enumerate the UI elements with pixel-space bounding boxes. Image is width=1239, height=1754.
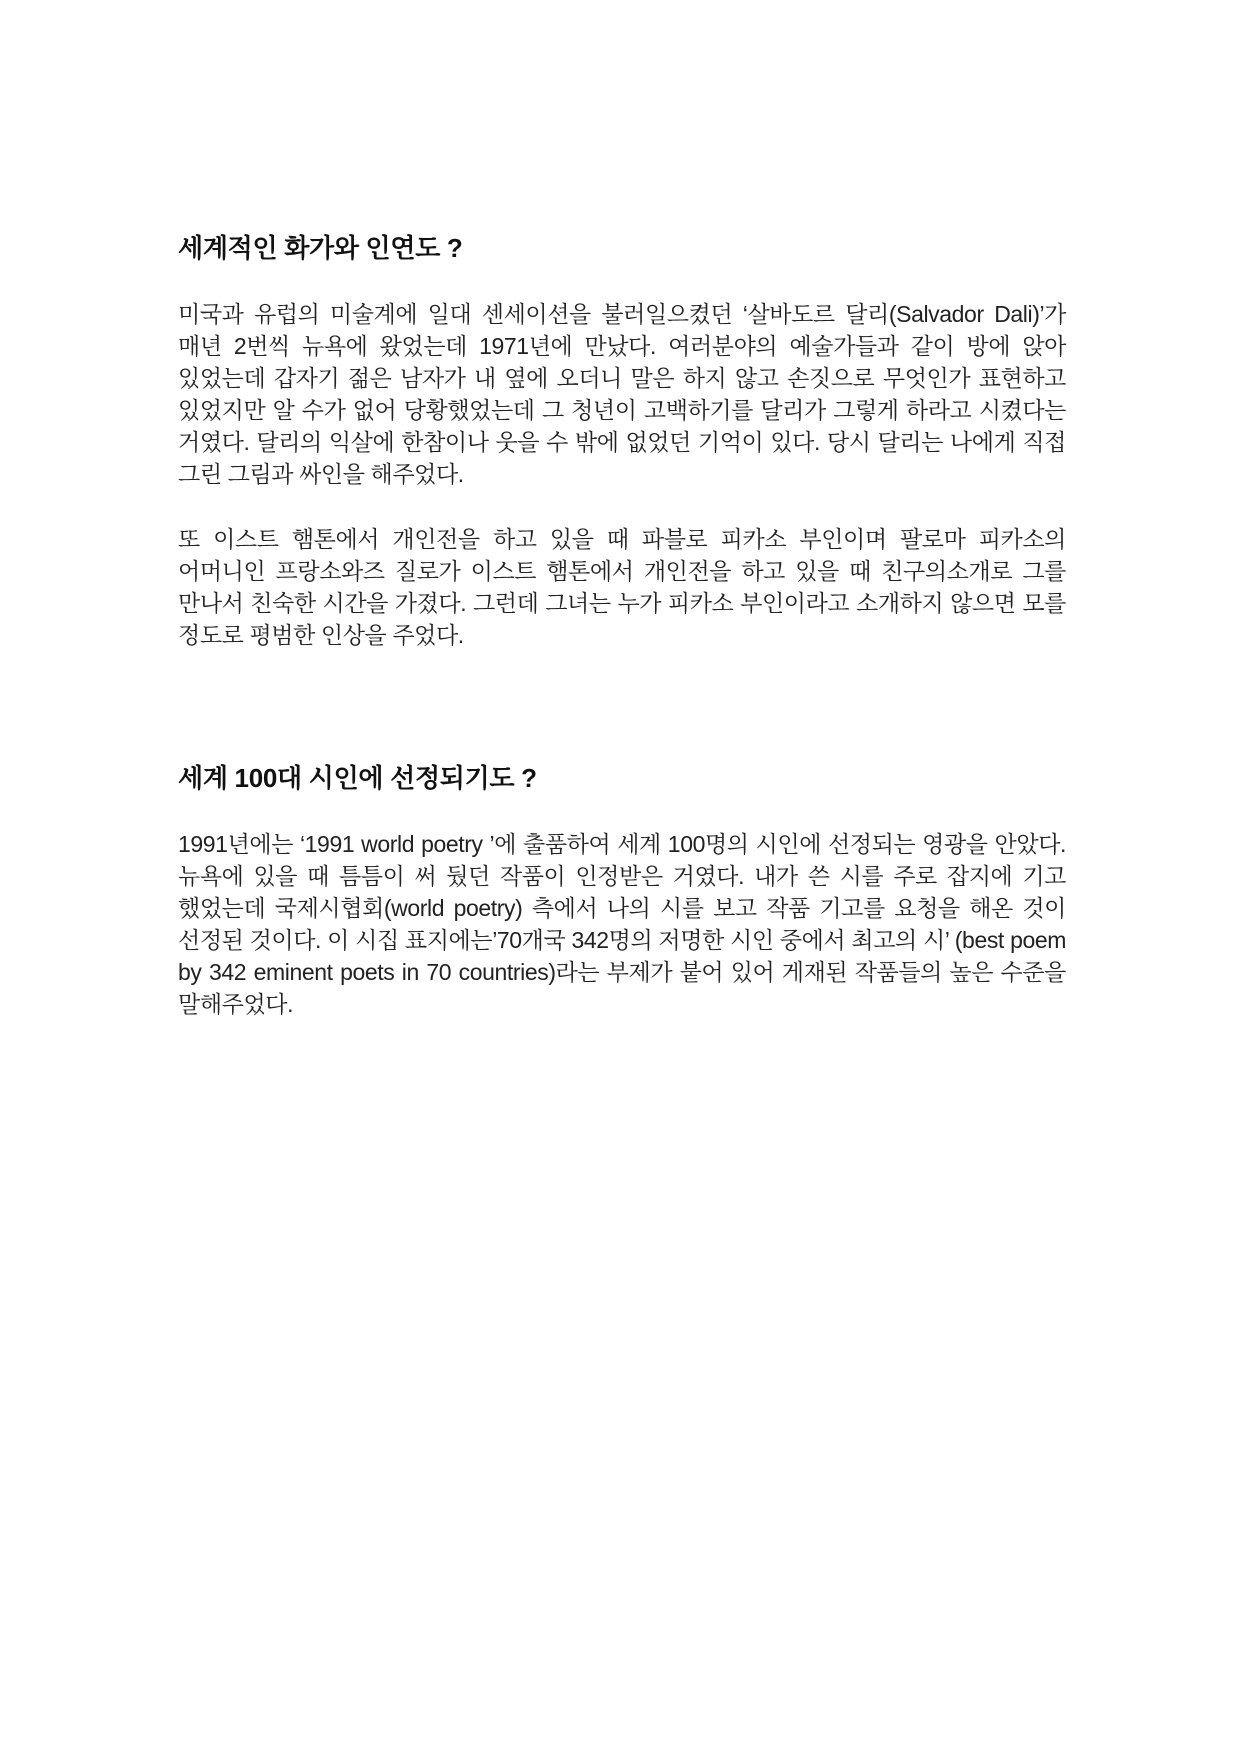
section-dali-picasso (178, 228, 1066, 684)
section-heading: 세계적인 화가와 인연도 ? (178, 233, 463, 263)
paragraph-gilot: 또 이스트 햄톤에서 개인전을 하고 있을 때 파블로 피카소 부인이며 팔로마 피카소의 어머니인 프랑소와즈 질로가 이스트 햄톤에서 개인전을 하고 있을 때 친구의소개로 그를 만나서 친숙한 시간을 가졌다. 그런데 그녀는 누가 피카소 부인이라고 소개하지 않으면 모를 정도로 평범한 인상을 주었다. (178, 526, 1066, 648)
paragraph-dali: 미국과 유럽의 미술계에 일대 센세이션을 불러일으켰던 ‘살바도르 달리(Salvador Dali)’가 매년 2번씩 뉴욕에 왔었는데 1971년에 만났다. 여러분야의 예술가들과 같이 방에 앉아 있었는데 갑자기 젊은 남자가 내 옆에 오더니 말은 하지 않고 손짓으로 무엇인가 표현하고 있었지만 알 수가 없어 당황했었는데 그 청년이 고백하기를 달리가 그렇게 하라고 시켰다는 거였다. 달리의 익살에 한참이나 웃을 수 밖에 없었던 기억이 있다. 당시 달리는 나에게 직접 그린 그림과 싸인을 해주었다. (178, 301, 1066, 487)
paragraph-world-poetry: 1991년에는 ‘1991 world poetry ’에 출품하여 세계 100명의 시인에 선정되는 영광을 안았다. 뉴욕에 있을 때 틈틈이 써 뒀던 작품이 인정받은 거였다. 내가 쓴 시를 주로 잡지에 기고 했었는데 국제시협회(world poetry) 측에서 나의 시를 보고 작품 기고를 요청을 해온 것이 선정된 것이다. 이 시집 표지에는’70개국 342명의 저명한 시인 중에서 최고의 시’ (best poem by 342 eminent poets in 70 countries)라는 부제가 붙어 있어 게재된 작품들의 높은 수준을 말해주었다. (178, 831, 1066, 1017)
section-world-poetry (178, 758, 1066, 1053)
section-heading: 세계 100대 시인에 선정되기도 ? (178, 763, 537, 793)
